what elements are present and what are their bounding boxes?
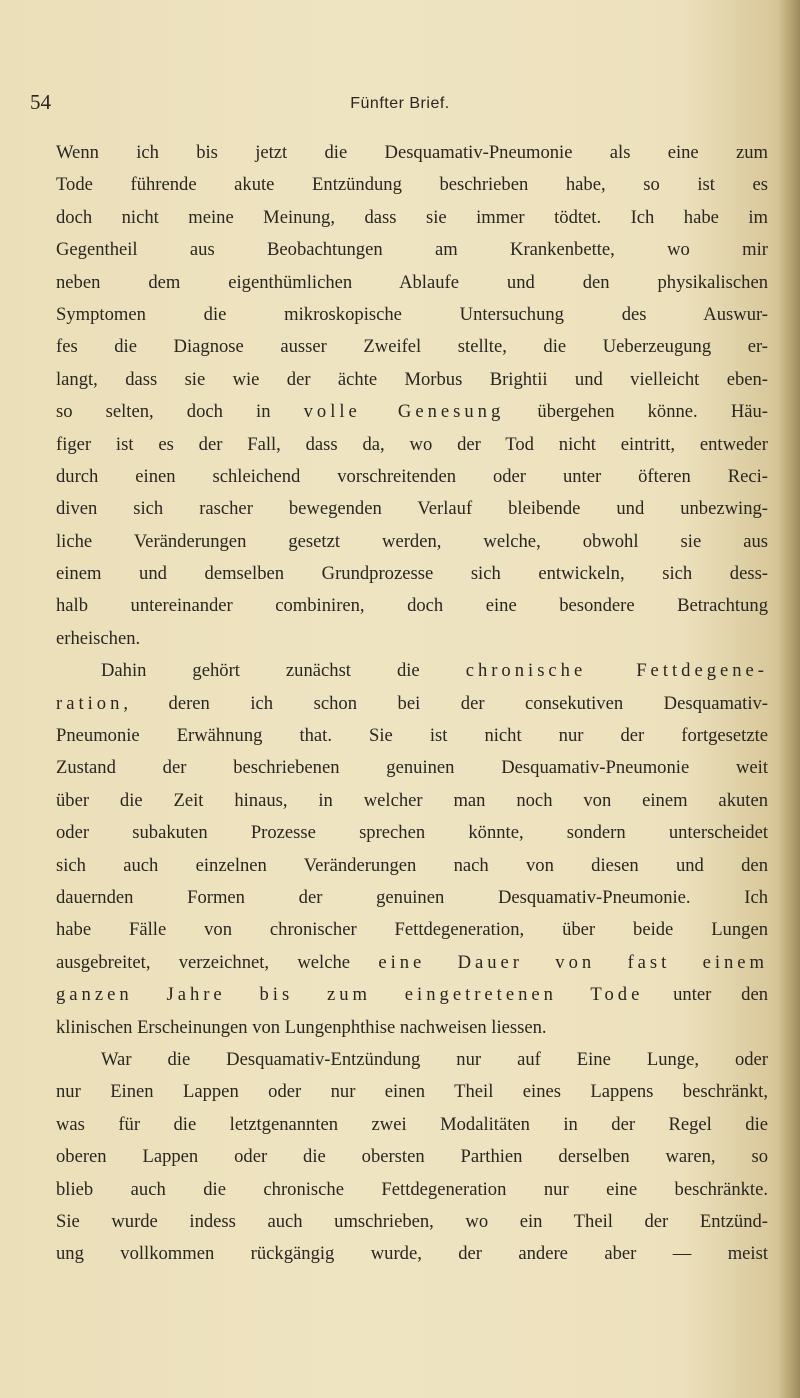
text-run: so selten, doch in	[56, 401, 304, 423]
text-line: dauernden Formen der genuinen Desquamativ-Pneumonie. Ich	[56, 886, 768, 908]
text-line: Wenn ich bis jetzt die Desquamativ-Pneumonie als eine zum	[56, 142, 768, 163]
text-run: Dahin gehört zunächst die	[101, 660, 466, 682]
text-run: unter den	[643, 984, 768, 1006]
text-line: über die Zeit hinaus, in welcher man noch von einem akuten	[56, 789, 768, 811]
text-line: halb untereinander combiniren, doch eine besondere Betrachtung	[56, 595, 768, 617]
text-line: diven sich rascher bewegenden Verlauf bleibende und unbezwing-	[56, 498, 768, 520]
text-run: , deren ich schon bei der consekutiven Desquamativ-	[123, 692, 768, 714]
text-line: War die Desquamativ-Entzündung nur auf Eine Lunge, oder	[101, 1048, 768, 1070]
text-line: was für die letztgenannten zwei Modalitäten in der Regel die	[56, 1113, 768, 1135]
text-line: oberen Lappen oder die obersten Parthien derselben waren, so	[56, 1146, 768, 1168]
text-line: Tode führende akute Entzündung beschrieben habe, so ist es	[56, 174, 768, 196]
text-line: Pneumonie Erwähnung that. Sie ist nicht nur der fortgesetzte	[56, 725, 768, 747]
text-line: Gegentheil aus Beobachtungen am Krankenbette, wo mir	[56, 239, 768, 261]
text-line: erheischen.	[56, 627, 141, 649]
text-line: nur Einen Lappen oder nur einen Theil eines Lappens beschränkt,	[56, 1081, 768, 1103]
text-line	[56, 688, 768, 720]
text-run: ausgebreitet, verzeichnet, welche	[56, 951, 379, 973]
text-line: langt, dass sie wie der ächte Morbus Brightii und vielleicht eben-	[56, 368, 768, 390]
text-line: habe Fälle von chronischer Fettdegeneration, über beide Lungen	[56, 919, 768, 941]
text-line: einem und demselben Grundprozesse sich entwickeln, sich dess-	[56, 563, 768, 585]
emphasized-text: ration	[56, 692, 124, 714]
text-line: ung vollkommen rückgängig wurde, der andere aber — meist	[56, 1243, 768, 1265]
running-title: Fünfter Brief.	[350, 95, 450, 112]
text-line: blieb auch die chronische Fettdegeneration nur eine beschränkte.	[56, 1178, 768, 1200]
text-line	[56, 979, 768, 1011]
emphasized-text: eine Dauer von fast einem	[378, 951, 768, 973]
text-line	[56, 947, 768, 979]
emphasized-text: chronische Fettdegene-	[465, 660, 768, 682]
text-line: klinischen Erscheinungen von Lungenphthise nachweisen liessen.	[56, 1016, 547, 1038]
binding-shadow	[778, 0, 800, 1398]
text-line: neben dem eigenthümlichen Ablaufe und den physikalischen	[56, 271, 768, 293]
text-line: liche Veränderungen gesetzt werden, welche, obwohl sie aus	[56, 530, 768, 552]
text-line	[56, 655, 768, 687]
emphasized-text: volle Genesung	[303, 401, 505, 423]
text-line: Symptomen die mikroskopische Untersuchung des Auswur-	[56, 303, 768, 325]
body-text	[56, 137, 768, 1271]
text-line: Zustand der beschriebenen genuinen Desquamativ-Pneumonie weit	[56, 757, 768, 779]
text-line: figer ist es der Fall, dass da, wo der Tod nicht eintritt, entweder	[56, 433, 768, 455]
text-line: durch einen schleichend vorschreitenden oder unter öfteren Reci-	[56, 465, 768, 487]
text-line: doch nicht meine Meinung, dass sie immer tödtet. Ich habe im	[56, 206, 768, 228]
text-line	[56, 396, 768, 428]
text-line: sich auch einzelnen Veränderungen nach von diesen und den	[56, 854, 768, 876]
text-line: fes die Diagnose ausser Zweifel stellte, die Ueberzeugung er-	[56, 336, 768, 358]
text-line: oder subakuten Prozesse sprechen könnte, sondern unterscheidet	[56, 822, 768, 844]
emphasized-text: ganzen Jahre bis zum eingetretenen Tode	[56, 984, 644, 1006]
text-run: übergehen könne. Häu-	[504, 401, 768, 423]
text-line: Sie wurde indess auch umschrieben, wo ein Theil der Entzünd-	[56, 1210, 768, 1232]
page-number: 54	[30, 90, 51, 114]
